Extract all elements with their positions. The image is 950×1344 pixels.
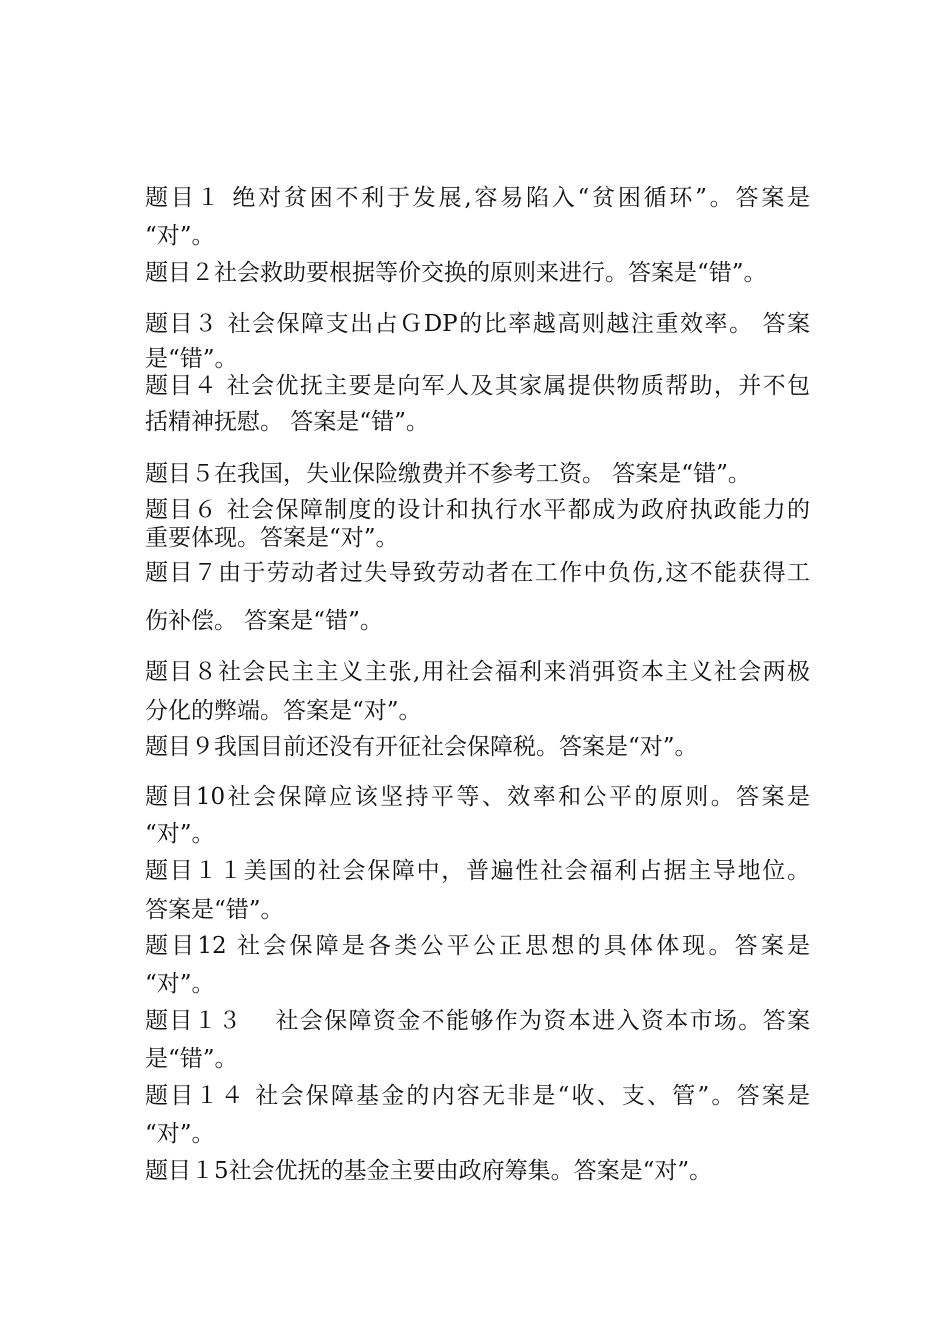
question-12-line-1: 题目12 社会保障是各类公平公正思想的具体体现。答案是: [145, 933, 810, 959]
question-14-line-2: “对”。: [145, 1121, 215, 1147]
question-3-line-2: 是“错”。: [145, 346, 238, 372]
question-8-line-2: 分化的弊端。答案是“对”。: [145, 698, 422, 724]
question-12-line-2: “对”。: [145, 971, 215, 997]
question-13-line-2: 是“错”。: [145, 1046, 238, 1072]
question-7-line-1: 题目７由于劳动者过失导致劳动者在工作中负伤,这不能获得工: [145, 560, 810, 586]
question-9-line-1: 题目９我国目前还没有开征社会保障税。答案是“对”。: [145, 734, 698, 760]
question-13-line-1: 题目１３ 社会保障资金不能够作为资本进入资本市场。答案: [145, 1008, 810, 1034]
question-6-line-1: 题目６ 社会保障制度的设计和执行水平都成为政府执政能力的: [145, 497, 810, 523]
question-1-line-2: “对”。: [145, 223, 215, 249]
question-4-line-2: 括精神抚慰。 答案是“错”。: [145, 409, 429, 435]
question-14-line-1: 题目１４ 社会保障基金的内容无非是“收、支、管”。答案是: [145, 1083, 810, 1109]
question-8-line-1: 题目８社会民主主义主张,用社会福利来消弭资本主义社会两极: [145, 659, 810, 685]
question-15-line-1: 题目１5社会优抚的基金主要由政府筹集。答案是“对”。: [145, 1158, 713, 1184]
question-6-line-2: 重要体现。答案是“对”。: [145, 525, 399, 551]
question-4-line-1: 题目４ 社会优抚主要是向军人及其家属提供物质帮助，并不包: [145, 373, 810, 399]
question-11-line-2: 答案是“错”。: [145, 897, 284, 923]
question-2-line-1: 题目２社会救助要根据等价交换的原则来进行。答案是“错”。: [145, 260, 767, 286]
question-3-line-1: 题目３ 社会保障支出占ＧDP的比率越高则越注重效率。 答案: [145, 311, 810, 337]
question-5-line-1: 题目５在我国，失业保险缴费并不参考工资。 答案是“错”。: [145, 461, 751, 487]
question-11-line-1: 题目１１美国的社会保障中，普遍性社会福利占据主导地位。: [145, 858, 810, 884]
question-7-line-2: 伤补偿。 答案是“错”。: [145, 608, 383, 634]
question-10-line-1: 题目10社会保障应该坚持平等、效率和公平的原则。答案是: [145, 784, 810, 810]
question-1-line-1: 题目１ 绝对贫困不利于发展,容易陷入“贫困循环”。答案是: [145, 185, 810, 211]
question-10-line-2: “对”。: [145, 821, 215, 847]
